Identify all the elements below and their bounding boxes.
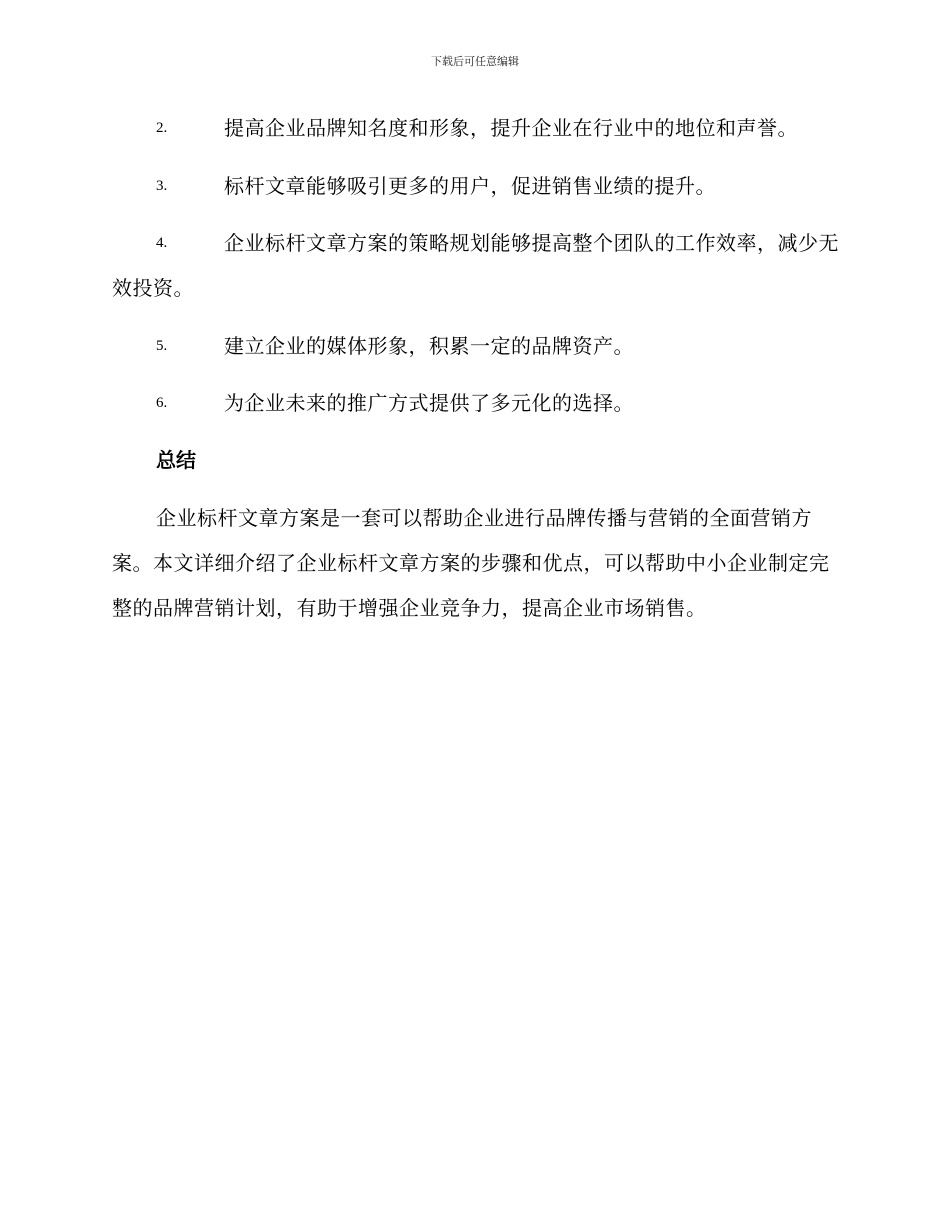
list-item-text: 建立企业的媒体形象，积累一定的品牌资产。 bbox=[224, 334, 634, 358]
list-item-number: 2. bbox=[156, 120, 168, 136]
summary-paragraph: 企业标杆文章方案是一套可以帮助企业进行品牌传播与营销的全面营销方案。本文详细介绍了企业标杆文章方案的步骤和优点，可以帮助中小企业制定完整的品牌营销计划，有助于增强企业竞争力，提高企业市场销售。 bbox=[112, 506, 830, 620]
list-item-text: 标杆文章能够吸引更多的用户，促进销售业绩的提升。 bbox=[224, 174, 716, 198]
list-item bbox=[112, 106, 842, 151]
section-heading: 总结 bbox=[156, 448, 196, 472]
page-header: 下载后可任意编辑 bbox=[431, 55, 519, 68]
list-item-text: 为企业未来的推广方式提供了多元化的选择。 bbox=[224, 391, 634, 415]
list-item bbox=[112, 381, 842, 426]
list-item-text: 企业标杆文章方案的策略规划能够提高整个团队的工作效率，减少无效投资。 bbox=[112, 231, 839, 300]
list-item bbox=[112, 164, 842, 209]
list-item-number: 3. bbox=[156, 178, 168, 194]
list-item-number: 6. bbox=[156, 395, 168, 411]
list-item bbox=[112, 221, 842, 311]
list-item-number: 5. bbox=[156, 338, 168, 354]
list-item-number: 4. bbox=[156, 235, 168, 251]
list-item bbox=[112, 324, 842, 369]
list-item-text: 提高企业品牌知名度和形象，提升企业在行业中的地位和声誉。 bbox=[224, 116, 798, 140]
